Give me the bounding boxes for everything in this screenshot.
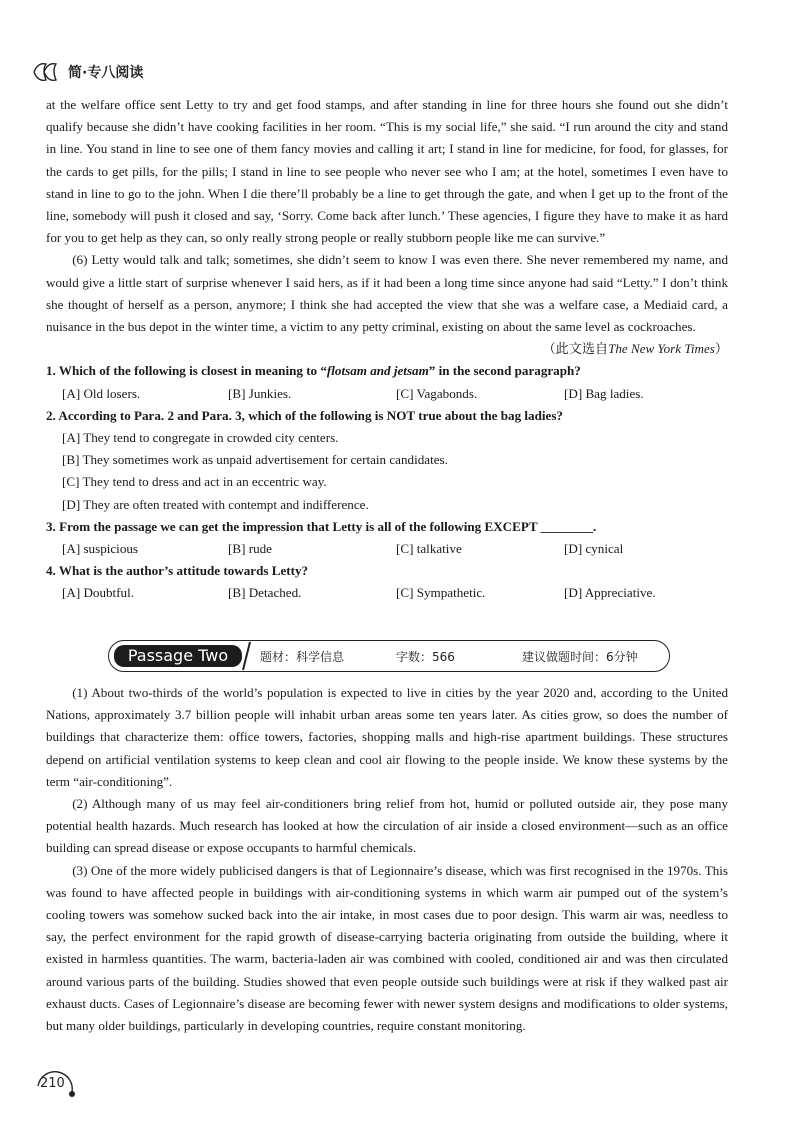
running-header [30, 60, 143, 84]
question-4-stem: 4. What is the author’s attitude towards Letty? [46, 563, 309, 579]
question-1-option-c[interactable]: [C] Vagabonds. [396, 385, 478, 401]
passage-one [46, 94, 728, 605]
question-1-stem-suffix: ” in the second paragraph? [428, 363, 581, 379]
book-logo-icon [30, 60, 64, 84]
question-3-option-d[interactable]: [D] cynical [564, 541, 624, 557]
source-prefix: （此文选自 [542, 341, 609, 357]
question-4-option-b[interactable]: [B] Detached. [228, 585, 302, 601]
question-1-stem-italic: flotsam and jetsam [326, 363, 429, 379]
question-2-option-a[interactable]: [A] They tend to congregate in crowded city centers. [62, 430, 339, 446]
question-1-stem [46, 360, 728, 382]
passage-two-label: Passage Two [114, 645, 242, 667]
question-1-stem-prefix: 1. Which of the following is closest in meaning to “ [46, 363, 327, 379]
question-1-option-a[interactable]: [A] Old losers. [62, 385, 141, 401]
question-3-option-a[interactable]: [A] suspicious [62, 541, 139, 557]
question-4-option-a[interactable]: [A] Doubtful. [62, 585, 135, 601]
question-3-option-b[interactable]: [B] rude [228, 541, 272, 557]
question-4-options [46, 582, 728, 604]
question-1-option-b[interactable]: [B] Junkies. [228, 385, 292, 401]
question-3-stem: 3. From the passage we can get the impression that Letty is all of the following EXCEPT ________. [46, 518, 597, 534]
page-number-badge [32, 1066, 78, 1106]
question-2-option-d[interactable]: [D] They are often treated with contempt and indifference. [62, 496, 369, 512]
question-3-options [46, 538, 728, 560]
passage-two [46, 682, 728, 1037]
series-title: 简·专八阅读 [68, 65, 144, 81]
passage-two-topic: 题材：科学信息 [260, 650, 345, 664]
page-number: 210 [40, 1076, 65, 1091]
paragraph-6-text: (6) Letty would talk and talk; sometimes, she didn’t seem to know I was even there. She never remembered my name, and would give a little start of surprise whenever I said hers, as if it had been a long time since anyone had said “Letty.” I don’t think she thought of herself as a person, anymore; I think she had accepted the view that she was a welfare case, a Mediaid card, a nuisance in the bus depot in the winter time, a victim to any petty criminal, existing on about the same level as cockroaches. [46, 252, 728, 335]
banner-slash-icon [240, 640, 254, 672]
source-suffix: ） [714, 341, 728, 357]
question-2-option-c[interactable]: [C] They tend to dress and act in an eccentric way. [62, 474, 327, 490]
passage-two-paragraph-3: (3) One of the more widely publicised dangers is that of Legionnaire’s disease, which was first recognised in the 1970s. This was found to have affected people in buildings with air-conditioning systems in which warm air pumped out of the system’s cooling towers was somehow sucked back into the air intake, in most cases due to poor design. This warm air was, needless to say, the perfect environment for the rapid growth of disease-carrying bacteria originating from outside the building, where it existed in harmless quantities. The warm, bacteria-laden air was combined with cooled, conditioned air and was then circulated around various parts of the building. Studies showed that even people outside such buildings were at risk if they walked past air exhaust ducts. Cases of Legionnaire’s disease are becoming fewer with newer system designs and modifications to older systems, but many older buildings, particularly in developing countries, require constant monitoring. [46, 862, 728, 1034]
question-3-option-c[interactable]: [C] talkative [396, 541, 462, 557]
passage-two-suggested-time: 建议做题时间：6分钟 [522, 650, 638, 664]
source-title: The New York Times [608, 341, 715, 357]
passage-two-paragraph-1: (1) About two-thirds of the world’s population is expected to live in cities by the year 2020 and, according to the United Nations, approximately 3.7 billion people will inhabit urban areas some ten years later. As cities grow, so does the number of buildings that characterize them: office towers, factories, shopping malls and high-rise apartment buildings. These structures depend on artificial ventilation systems to keep clean and cool air flowing to the people inside. We know these systems by the term “air-conditioning”. [46, 685, 728, 789]
question-2-option-b[interactable]: [B] They sometimes work as unpaid advertisement for certain candidates. [62, 452, 448, 468]
question-1-option-d[interactable]: [D] Bag ladies. [564, 385, 644, 401]
passage-two-banner [108, 640, 672, 672]
paragraph-5-continued: at the welfare office sent Letty to try and get food stamps, and after standing in line for three hours she found out she didn’t qualify because she didn’t have cooking facilities in her room. “This is my social life,” she said. “I run around the city and stand in line. You stand in line to see one of them fancy movies and calling it art; I stand in line for medicine, for food, for glasses, for the cards to get pills, for the pills; I stand in line to see people who never see who I am; at the hotel, sometimes I even have to stand in line to go to the john. When I die there’ll probably be a line to get through the gate, and when I get up to the front of the line, somebody will push it closed and say, ‘Sorry. Come back after lunch.’ These agencies, I figure they have to make it as hard for you to get help as they can, so only really strong people or really stubborn people like me can survive.” [46, 97, 728, 246]
source-citation [46, 338, 728, 360]
passage-two-word-count: 字数：566 [396, 650, 455, 664]
passage-two-paragraph-2: (2) Although many of us may feel air-conditioners bring relief from hot, humid or polluted outside air, they pose many potential health hazards. Much research has looked at how the circulation of air inside a closed environment—such as an office building can spread disease or expose occupants to harmful chemicals. [46, 796, 728, 856]
question-2-stem: 2. According to Para. 2 and Para. 3, which of the following is NOT true about the bag ladies? [46, 407, 563, 423]
question-1-options [46, 383, 728, 405]
question-4-option-c[interactable]: [C] Sympathetic. [396, 585, 486, 601]
question-4-option-d[interactable]: [D] Appreciative. [564, 585, 656, 601]
paragraph-6 [46, 249, 728, 360]
